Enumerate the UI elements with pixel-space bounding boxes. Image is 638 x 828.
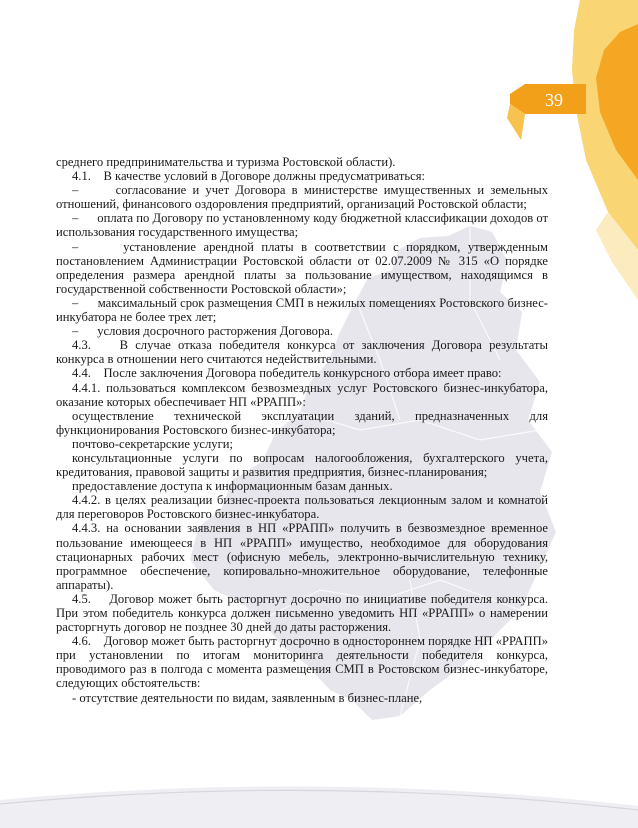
bottom-band <box>0 786 638 828</box>
paragraph: консультационные услуги по вопросам налогообложения, бухгалтерского учета, кредитования, правовой защиты и развития предприятия, бизнес-планирования; <box>56 450 548 480</box>
paragraph: – условия досрочного расторжения Договора. <box>72 324 334 339</box>
paragraph: - отсутствие деятельности по видам, заявленным в бизнес-плане, <box>72 690 423 705</box>
paragraph: – установление арендной платы в соответствии с порядком, утвержденным постановлением Администрации Ростовской области от 02.07.2009 № 315 «О порядке определения размера арендной платы за пользование имуществом, находящимся в государственной собственности Ростовской области»; <box>56 239 548 296</box>
paragraph: – согласование и учет Договора в министерстве имущественных и земельных отношений, финансового оздоровления предприятий, организаций Ростовской области; <box>56 183 548 212</box>
paragraph: – оплата по Договору по установленному коду бюджетной классификации доходов от использования государственного имущества; <box>56 211 548 240</box>
paragraph: 4.4.3. на основании заявления в НП «РРАПП» получить в безвозмездное временное пользование имеющееся в НП «РРАПП» имущество, необходимое для оборудования стационарных рабочих мест (офисную мебель, электронно-вычислительную технику, программное обеспечение, копировально-множительное оборудование, телефонные аппараты). <box>56 521 548 592</box>
body-text <box>56 155 548 705</box>
paragraph: предоставление доступа к информационным базам данных. <box>72 479 393 494</box>
paragraph: 4.3. В случае отказа победителя конкурса от заключения Договора результаты конкурса в отношении него считаются недействительными. <box>56 338 548 367</box>
paragraph: 4.4. После заключения Договора победитель конкурсного отбора имеет право: <box>72 366 502 381</box>
paragraph: – максимальный срок размещения СМП в нежилых помещениях Ростовского бизнес-инкубатора не более трех лет; <box>56 295 548 325</box>
paragraph: 4.5. Договор может быть расторгнут досрочно по инициативе победителя конкурса. При этом победитель конкурса должен письменно уведомить НП «РРАПП» о намерении расторгнуть договор не позднее 30 дней до даты расторжения. <box>56 591 548 635</box>
paragraph: 4.4.1. пользоваться комплексом безвозмездных услуг Ростовского бизнес-инкубатора, оказание которых обеспечивает НП «РРАПП»: <box>56 380 548 409</box>
paragraph: 4.6. Договор может быть расторгнут досрочно в одностороннем порядке НП «РРАПП» при установлении по итогам мониторинга деятельности победителя конкурса, проводимого раз в полгода с момента размещения СМП в Ростовском бизнес-инкубаторе, следующих обстоятельств: <box>56 634 548 691</box>
paragraph: осуществление технической эксплуатации зданий, предназначенных для функционирования Ростовского бизнес-инкубатора; <box>56 408 548 437</box>
paragraph: почтово-секретарские услуги; <box>72 436 233 451</box>
paragraph: среднего предпринимательства и туризма Ростовской области). <box>56 155 396 169</box>
page-number: 39 <box>545 90 563 110</box>
paragraph: 4.4.2. в целях реализации бизнес-проекта пользоваться лекционным залом и комнатой для переговоров Ростовского бизнес-инкубатора. <box>56 493 548 522</box>
paragraph: 4.1. В качестве условий в Договоре должны предусматриваться: <box>72 169 425 184</box>
